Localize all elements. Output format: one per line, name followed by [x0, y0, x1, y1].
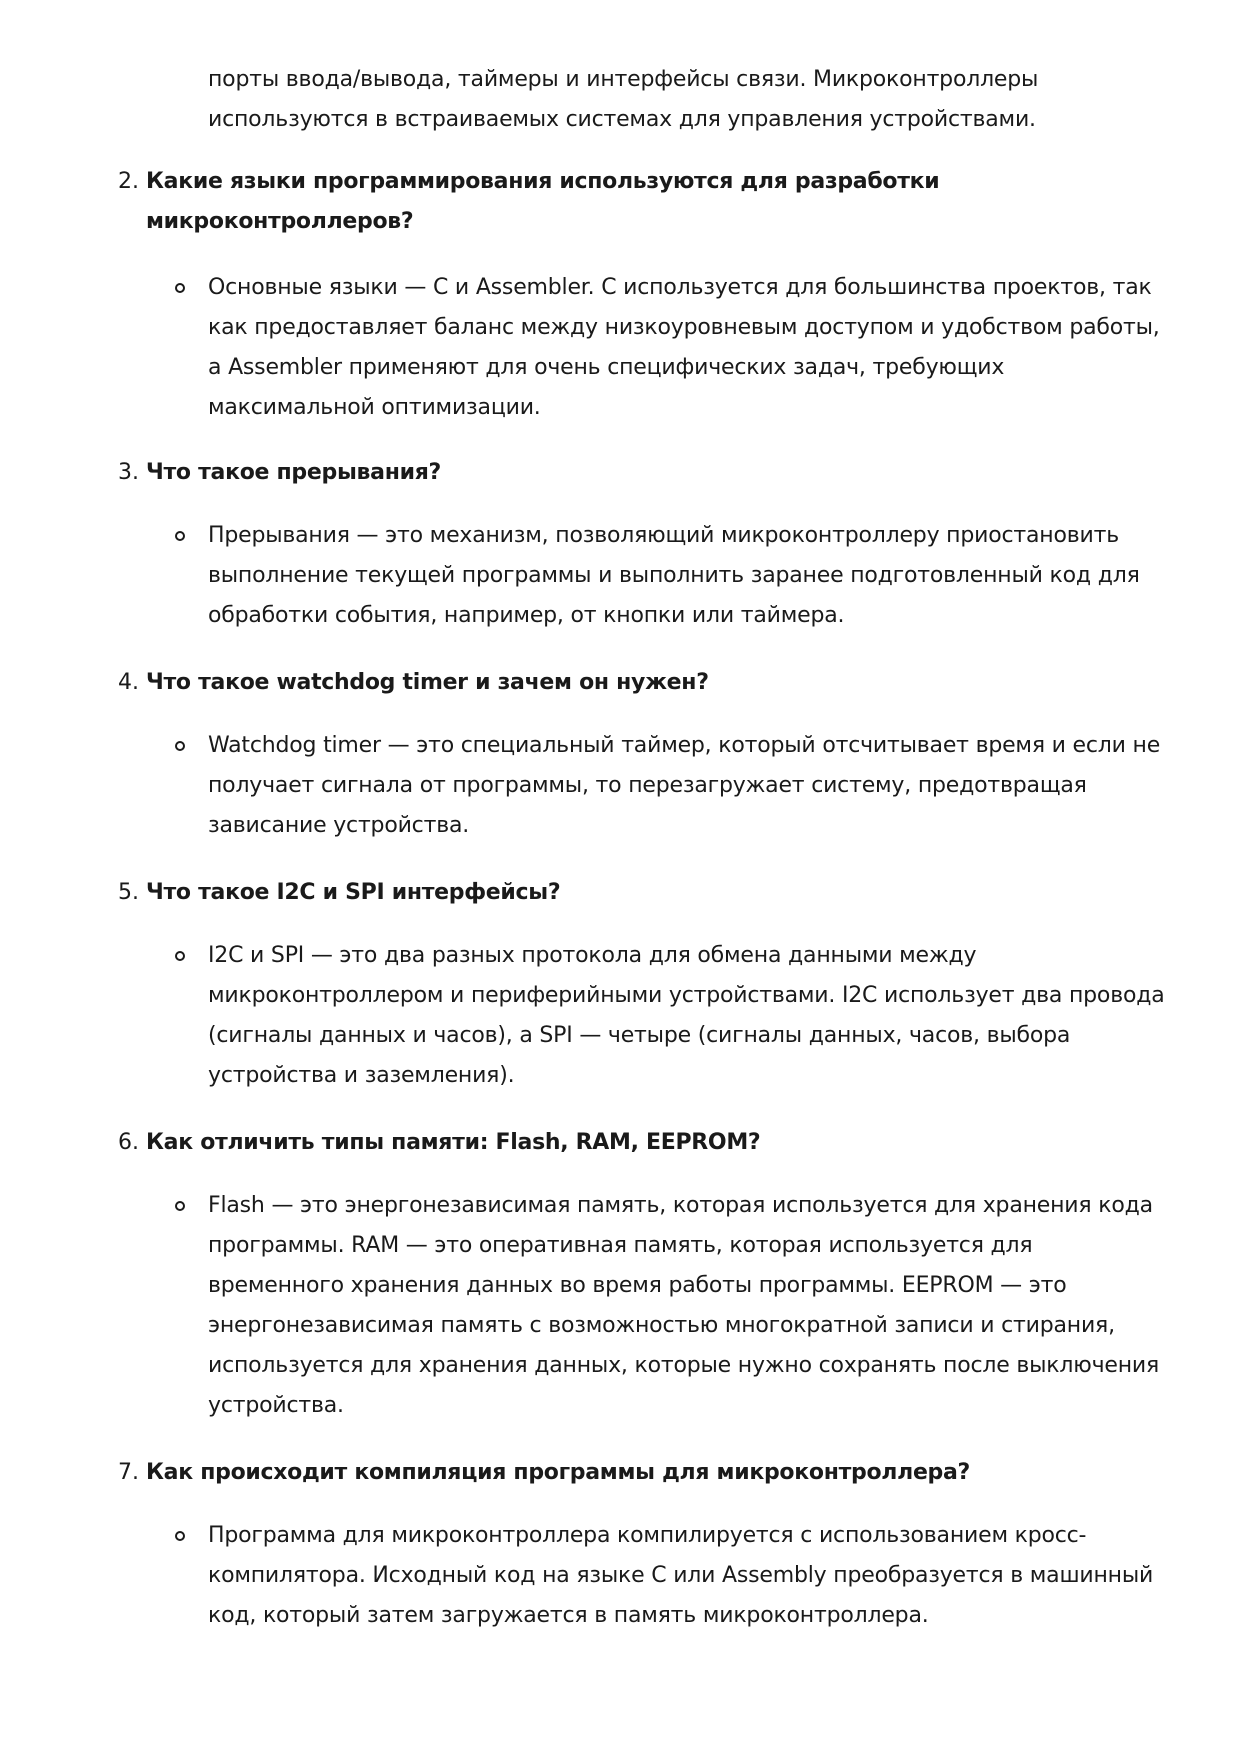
- question-heading: Что такое прерывания?: [146, 460, 442, 485]
- question-number: 5.: [118, 880, 139, 905]
- answer-text: Основные языки — C и Assembler. C используется для большинства проектов, так как предоставляет баланс между низкоуровневым доступом и удобством работы, а Assembler применяют для очень специфических задач, требующих максимальной оптимизации.: [208, 275, 1160, 420]
- answer-text: Прерывания — это механизм, позволяющий микроконтроллеру приостановить выполнение текущей программы и выполнить заранее подготовленный код для обработки события, например, от кнопки или таймера.: [208, 523, 1140, 628]
- question-heading: Как отличить типы памяти: Flash, RAM, EEPROM?: [146, 1130, 761, 1155]
- question-heading: Что такое watchdog timer и зачем он нужен?: [146, 670, 709, 695]
- answer-text: Flash — это энергонезависимая память, которая используется для хранения кода программы. RAM — это оперативная память, которая используется для временного хранения данных во время работы программы. EEPROM — это энергонезависимая память с возможностью многократной записи и стирания, используется для хранения данных, которые нужно сохранять после выключения устройства.: [208, 1193, 1160, 1418]
- question-heading: Какие языки программирования используются для разработки микроконтроллеров?: [146, 169, 940, 234]
- question-heading: Что такое I2C и SPI интерфейсы?: [146, 880, 561, 905]
- question-number: 6.: [118, 1130, 139, 1155]
- question-number: 3.: [118, 460, 139, 485]
- answer-text: Программа для микроконтроллера компилируется с использованием кросс-компилятора. Исходный код на языке C или Assembly преобразуется в машинный код, который затем загружается в память микроконтроллера.: [208, 1523, 1154, 1628]
- bullet-icon: [175, 1201, 185, 1211]
- question-heading: Как происходит компиляция программы для микроконтроллера?: [146, 1460, 971, 1485]
- question-number: 2.: [118, 169, 139, 194]
- bullet-icon: [175, 1531, 185, 1541]
- bullet-icon: [175, 531, 185, 541]
- intro-answer-text: порты ввода/вывода, таймеры и интерфейсы связи. Микроконтроллеры используются в встраиваемых системах для управления устройствами.: [208, 67, 1039, 132]
- answer-text: Watchdog timer — это специальный таймер, который отсчитывает время и если не получает сигнала от программы, то перезагружает систему, предотвращая зависание устройства.: [208, 733, 1161, 838]
- question-number: 4.: [118, 670, 139, 695]
- bullet-icon: [175, 951, 185, 961]
- answer-text: I2C и SPI — это два разных протокола для обмена данными между микроконтроллером и периферийными устройствами. I2C использует два провода (сигналы данных и часов), а SPI — четыре (сигналы данных, часов, выбора устройства и заземления).: [208, 943, 1165, 1088]
- question-number: 7.: [118, 1460, 139, 1485]
- bullet-icon: [175, 741, 185, 751]
- bullet-icon: [175, 283, 185, 293]
